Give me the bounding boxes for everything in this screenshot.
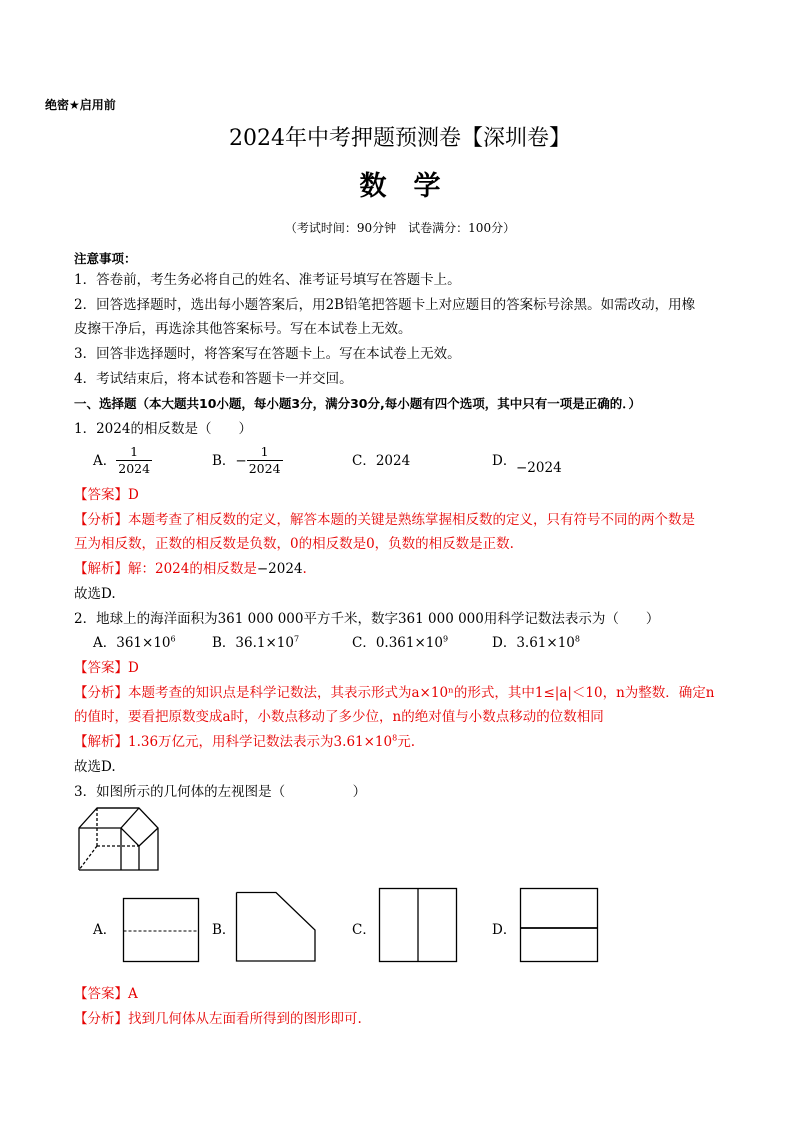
q1-option-c: C．2024 <box>352 453 411 469</box>
q2-conclusion: 故选D. <box>74 759 116 775</box>
section-heading: 一、选择题（本大题共10小题，每小题3分，满分30分,每小题有四个选项，其中只有一项是正确的．） <box>74 396 641 411</box>
fraction <box>116 445 152 476</box>
slant-edge <box>121 808 139 828</box>
note-item: 4．考试结束后，将本试卷和答题卡一并交回。 <box>74 371 353 387</box>
note-item: 2．回答选择题时，选出每小题答案后，用2B铅笔把答题卡上对应题目的答案标号涂黑。如需改动，用橡 <box>74 297 696 313</box>
q1-analysis-cont: 互为相反数，正数的相反数是负数，0的相反数是0，负数的相反数是正数. <box>74 536 514 552</box>
option-text: B．36.1×10 <box>212 635 294 651</box>
denominator: 2024 <box>118 461 151 476</box>
front-face <box>79 828 139 870</box>
q3-option-d-figure <box>520 888 598 962</box>
question-1-stem: 1．2024的相反数是（ ） <box>74 421 252 437</box>
option-text: C．0.361×10 <box>352 635 443 651</box>
q3-option-c-figure <box>379 888 457 962</box>
q1-option-d-value: −2024 <box>516 460 562 476</box>
q2-option-c <box>352 634 448 652</box>
exam-info: （考试时间：90分钟 试卷满分：100分） <box>284 221 516 235</box>
q2-analysis: 【分析】本题考查的知识点是科学记数法，其表示形式为a×10ⁿ的形式，其中1≤|a|＜10，n为整数．确定n <box>74 685 715 701</box>
solution-value: −2024 <box>256 561 303 577</box>
exponent: 6 <box>170 634 176 644</box>
q3-answer: 【答案】A <box>74 986 138 1002</box>
q1-option-d-label: D． <box>492 453 517 469</box>
outline <box>521 889 598 962</box>
solution-suffix: . <box>302 561 307 577</box>
hidden-edge <box>79 846 97 870</box>
outline <box>237 893 316 962</box>
q1-solution <box>74 560 307 578</box>
minus-sign: − <box>235 452 247 469</box>
slant-edge <box>139 828 158 846</box>
denominator: 2024 <box>248 461 281 476</box>
exponent: 9 <box>442 634 449 644</box>
exponent: 8 <box>392 733 398 743</box>
option-label: A． <box>93 452 117 469</box>
q3-option-b-figure <box>236 892 316 962</box>
note-item: 1．答卷前，考生务必将自己的姓名、准考证号填写在答题卡上。 <box>74 272 461 288</box>
subject-title: 数 学 <box>359 171 441 202</box>
note-item: 3．回答非选择题时，将答案写在答题卡上。写在本试卷上无效。 <box>74 346 461 362</box>
solid-figure <box>77 800 177 880</box>
q1-option-b <box>212 445 283 476</box>
option-text: D．3.61×10 <box>492 635 575 651</box>
numerator: 1 <box>260 444 269 459</box>
secret-label: 绝密★启用前 <box>45 98 116 112</box>
q1-analysis: 【分析】本题考查了相反数的定义，解答本题的关键是熟练掌握相反数的定义，只有符号不同的两个数是 <box>74 512 695 528</box>
note-item: 皮擦干净后，再选涂其他答案标号。写在本试卷上无效。 <box>74 321 412 337</box>
q2-option-d <box>492 634 580 652</box>
q2-analysis-cont: 的值时，要看把原数变成a时，小数点移动了多少位，n的绝对值与小数点移动的位数相同 <box>74 709 604 725</box>
solution-suffix: 元. <box>397 734 415 750</box>
q2-option-b <box>212 634 299 652</box>
fraction <box>247 445 283 476</box>
q1-option-a <box>93 445 152 476</box>
outline <box>124 899 199 962</box>
q3-option-d-label: D． <box>492 922 517 938</box>
notes-heading: 注意事项： <box>74 251 137 266</box>
q3-option-a-figure <box>123 898 199 962</box>
q3-option-a-label: A． <box>93 922 117 938</box>
q3-option-c-label: C． <box>352 922 376 938</box>
numerator: 1 <box>130 444 139 459</box>
q1-conclusion: 故选D. <box>74 586 116 602</box>
option-label: B． <box>212 452 236 469</box>
q1-answer: 【答案】D <box>74 487 139 503</box>
solution-text: 【解析】1.36万亿元，用科学记数法表示为3.61×10 <box>74 734 393 750</box>
option-text: A．361×10 <box>93 635 171 651</box>
solution-text: 【解析】解：2024的相反数是 <box>74 561 257 577</box>
q2-answer: 【答案】D <box>74 660 139 676</box>
q2-solution <box>74 733 415 751</box>
exponent: 8 <box>574 634 580 644</box>
q3-analysis: 【分析】找到几何体从左面看所得到的图形即可. <box>74 1011 362 1027</box>
question-2-stem: 2．地球上的海洋面积为361 000 000平方千米，数字361 000 000用科学记数法表示为（ ） <box>74 611 660 627</box>
q2-option-a <box>93 634 176 652</box>
q3-option-b-label: B． <box>212 922 236 938</box>
exponent: 7 <box>293 634 300 644</box>
question-3-stem: 3．如图所示的几何体的左视图是（ ） <box>74 784 367 800</box>
exam-title: 2024年中考押题预测卷【深圳卷】 <box>229 126 571 151</box>
